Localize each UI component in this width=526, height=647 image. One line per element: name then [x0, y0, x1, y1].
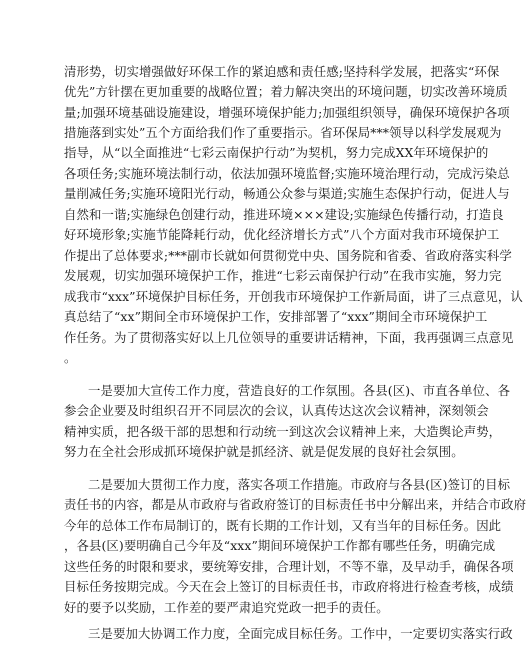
text-line: 努力在全社会形成抓环境保护就是抓经济、就是促发展的良好社会氛围。 — [64, 444, 464, 459]
text-line: 责任书的内容，都是从市政府与省政府签订的目标责任书中分解出来，并结合市政府 — [64, 497, 526, 512]
text-line: 目标任务按期完成。今天在会上签订的目标责任书，市政府将进行检查考核，成绩 — [64, 579, 514, 594]
text-line: 优先”方针摆在更加重要的战略位置；着力解决突出的环境问题，切实改善环境质 — [64, 84, 508, 99]
text-line: 精神实质，把各级干部的思想和行动统一到这次会议精神上来，大造舆论声势， — [64, 424, 502, 439]
text-line: 今年的总体工作布局制订的，既有长期的工作计划，又有当年的目标任务。因此 — [64, 518, 502, 533]
text-line: 指导，从“以全面推进“七彩云南保护行动”为契机，努力完成XX年环境保护的 — [64, 145, 489, 160]
text-line: 真总结了“xx”期间全市环境保护工作，安排部署了“xxx”期间全市环境保护工 — [64, 309, 488, 324]
text-line: 三是要加大协调工作力度，全面完成目标任务。工作中，一定要切实落实行政 — [88, 626, 513, 641]
text-line: 各项任务;实施环境法制行动，依法加强环境监督;实施环境治理行动，完成污染总 — [64, 166, 510, 181]
text-line: 好的要予以奖励，工作差的要严肃追究党政一把手的责任。 — [64, 600, 389, 615]
text-line: 二是要加大贯彻工作力度，落实各项工作措施。市政府与各县(区)签订的目标 — [88, 477, 511, 492]
text-line: ，各县(区)要明确自己今年及“xxx”期间环境保护工作都有哪些任务，明确完成 — [64, 538, 496, 553]
text-line: 参会企业要及时组织召开不同层次的会议，认真传达这次会议精神，深刻领会 — [64, 403, 489, 418]
text-line: 作提出了总体要求;***副市长就如何贯彻党中央、国务院和省委、省政府落实科学 — [64, 248, 512, 263]
text-line: 一是要加大宣传工作力度，营造良好的工作氛围。各县(区)、市直各单位、各 — [88, 383, 511, 398]
text-line: 措施落到实处”五个方面给我们作了重要指示。省环保局***领导以科学发展观为 — [64, 125, 502, 140]
text-line: 量削减任务;实施环境阳光行动，畅通公众参与渠道;实施生态保护行动，促进人与 — [64, 186, 510, 201]
text-line: 发展观，切实加强环境保护工作，推进“七彩云南保护行动”在我市实施，努力完 — [64, 268, 502, 283]
text-line: 。 — [64, 350, 77, 365]
text-line: 自然和一谐;实施绿色创建行动，推进环境×××建设;实施绿色传播行动，打造良 — [64, 207, 504, 222]
text-line: 好环境形象;实施节能降耗行动，优化经济增长方式”八个方面对我市环境保护工 — [64, 227, 500, 242]
text-line: 量;加强环境基础设施建设，增强环境保护能力;加强组织领导，确保环境保护各项 — [64, 105, 510, 120]
text-line: 成我市“xxx”环境保护目标任务，开创我市环境保护工作新局面，讲了三点意见，认 — [64, 289, 523, 304]
text-line: 这些任务的时限和要求，要统筹安排，合理计划，不等不靠，及早动手，确保各项 — [64, 559, 514, 574]
text-line: 清形势，切实增强做好环保工作的紧迫感和责任感;坚持科学发展，把落实“环保 — [64, 64, 500, 79]
text-line: 作任务。为了贯彻落实好以上几位领导的重要讲话精神，下面，我再强调三点意见 — [64, 330, 514, 345]
